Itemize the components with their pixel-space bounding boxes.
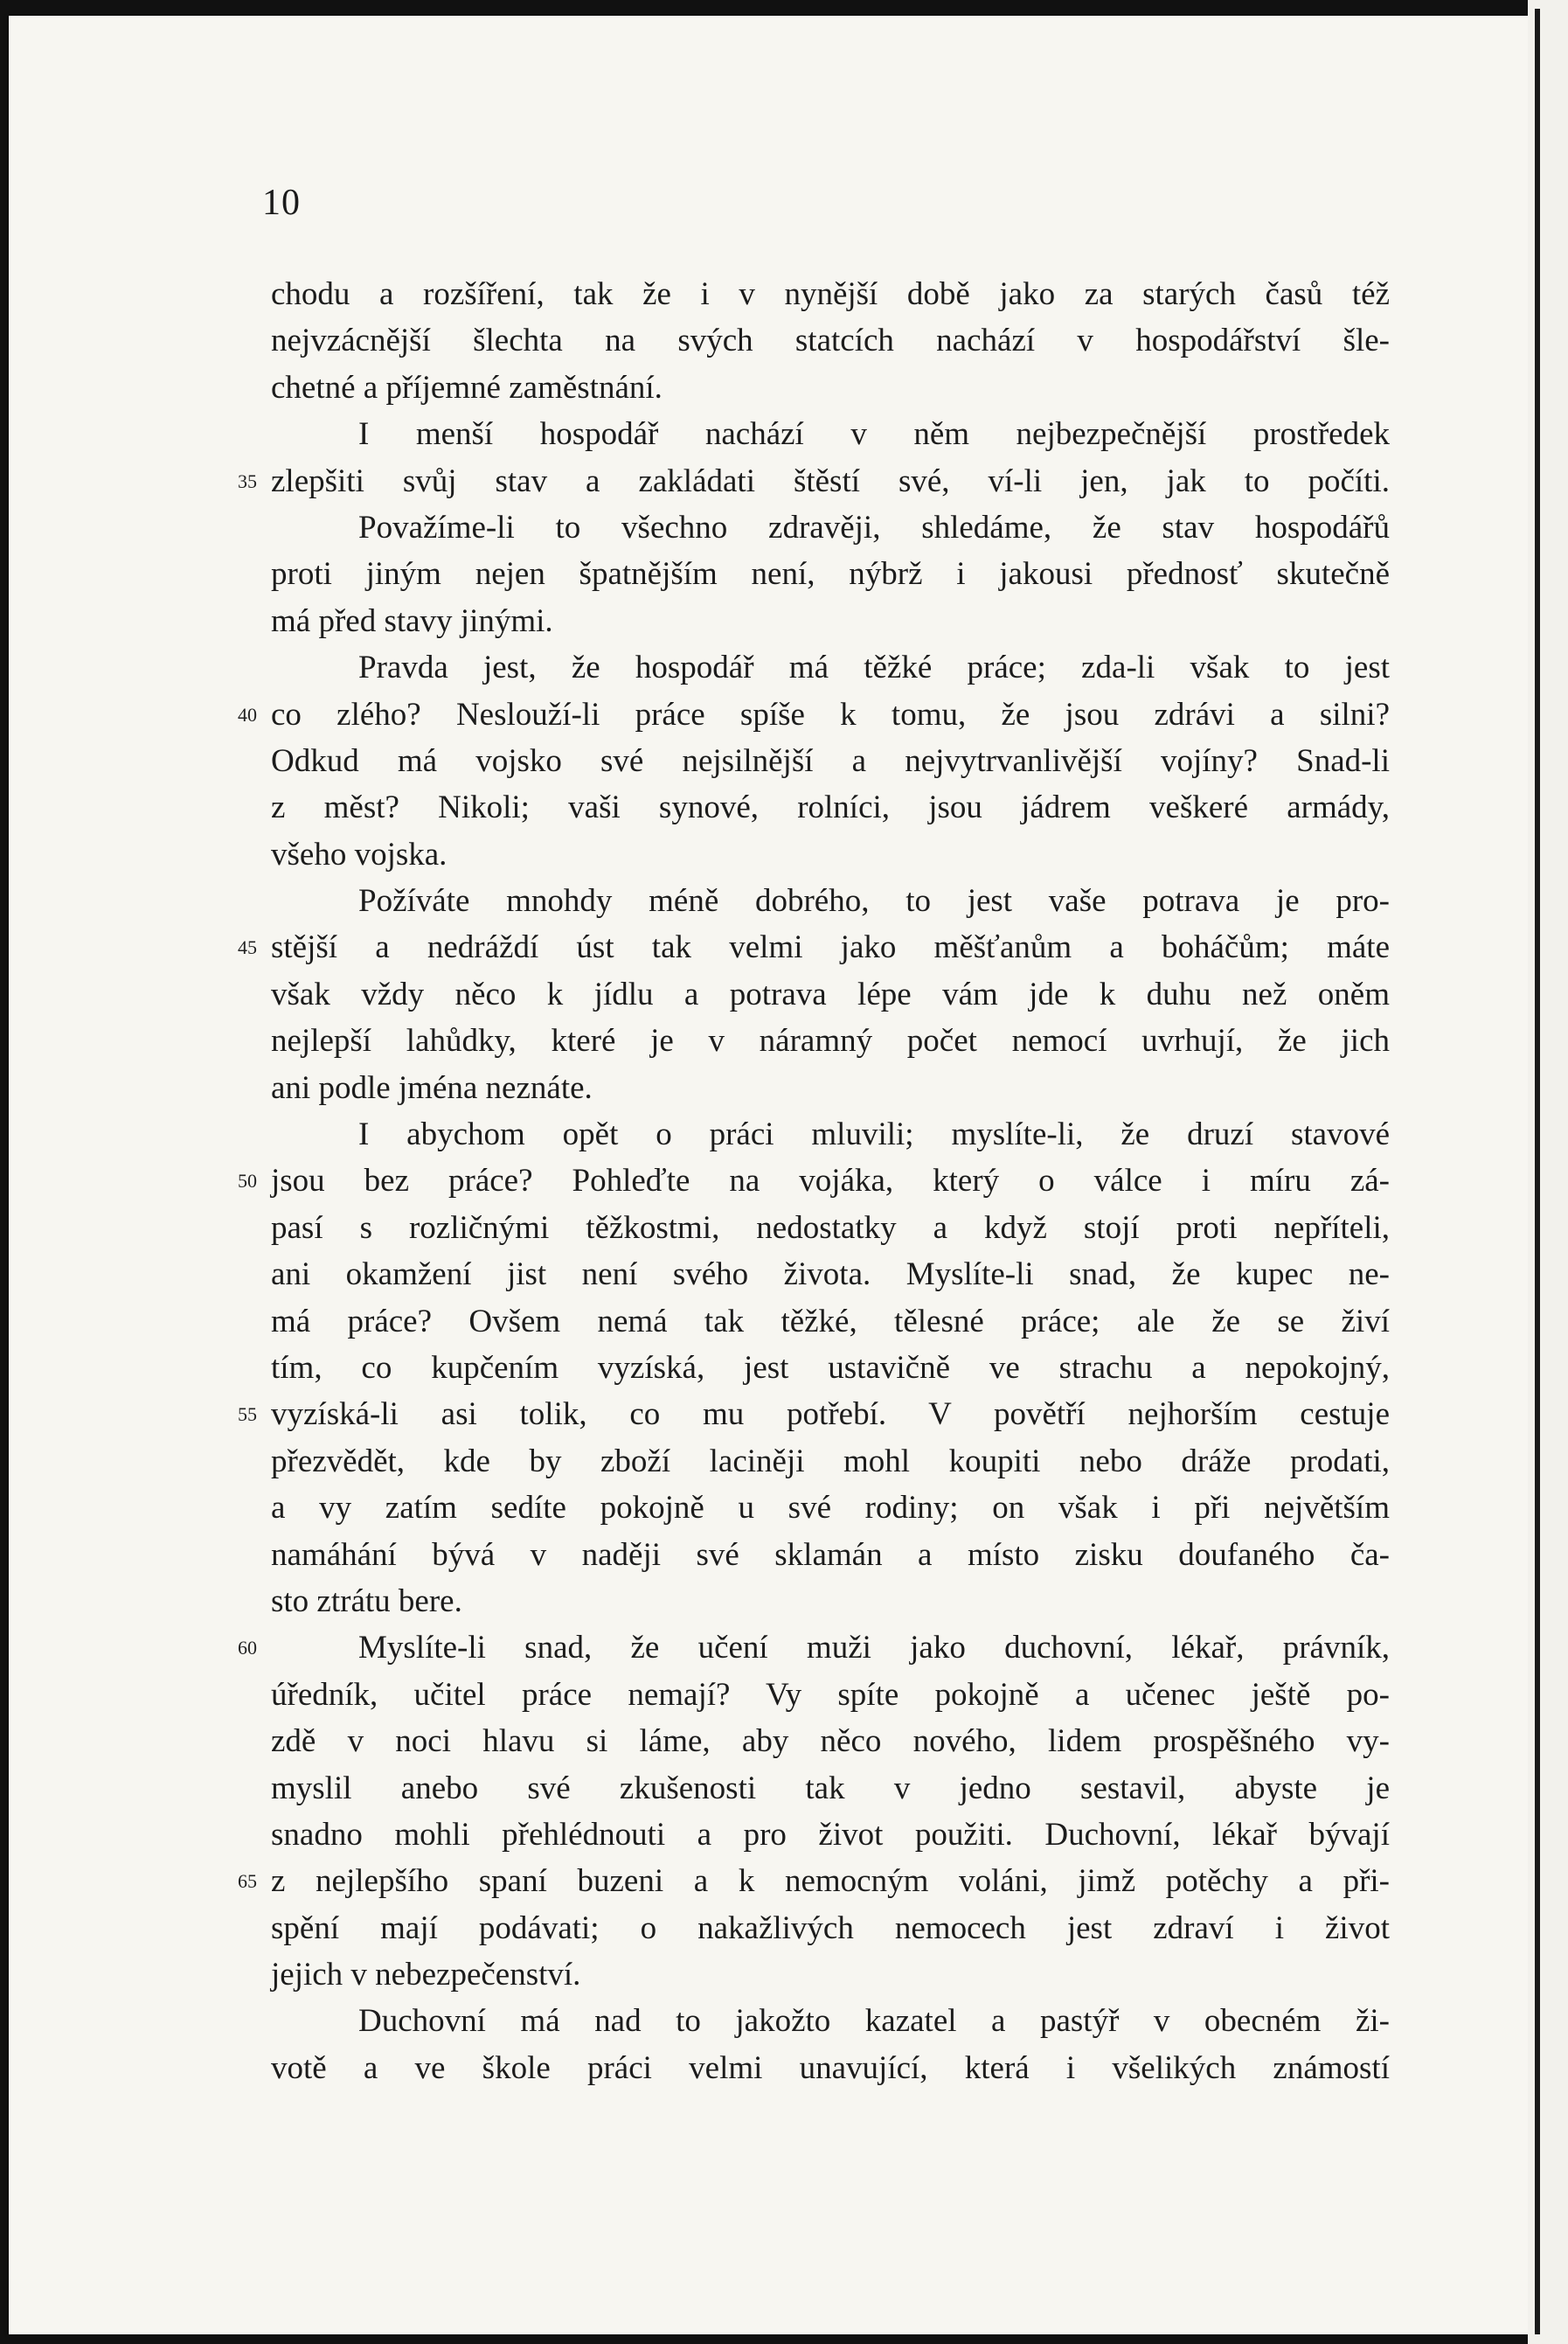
- text-line: nejvzácnější šlechta na svých statcích nachází v hospodářství šle-: [271, 323, 1390, 359]
- line-number: 50: [238, 1170, 257, 1193]
- text-line: úředník, učitel práce nemají? Vy spíte pokojně a učenec ještě po-: [271, 1676, 1390, 1713]
- text-line: Odkud má vojsko své nejsilnější a nejvytrvanlivější vojíny? Snad-li: [271, 742, 1390, 779]
- text-line: zdě v noci hlavu si láme, aby něco nového, lidem prospěšného vy-: [271, 1723, 1390, 1760]
- page-number: 10: [262, 183, 301, 223]
- text-line: Duchovní má nad to jakožto kazatel a pastýř v obecném ži-: [358, 2003, 1390, 2040]
- text-line: Považíme-li to všechno zdravěji, shledáme, že stav hospodářů: [358, 509, 1390, 546]
- scan-edge: [1528, 0, 1568, 2344]
- text-line: I menší hospodář nachází v něm nejbezpečnější prostředek: [358, 416, 1390, 453]
- text-line: ani podle jména neznáte.: [271, 1069, 593, 1106]
- text-line: nejlepší lahůdky, které je v náramný počet nemocí uvrhují, že jich: [271, 1023, 1390, 1060]
- text-line: myslil anebo své zkušenosti tak v jedno sestavil, abyste je: [271, 1770, 1390, 1806]
- text-line: přezvědět, kde by zboží laciněji mohl koupiti nebo dráže prodati,: [271, 1443, 1390, 1479]
- text-line: má před stavy jinými.: [271, 602, 553, 639]
- text-block: [238, 271, 1390, 2091]
- text-line: všeho vojska.: [271, 836, 448, 873]
- scan-edge-rule: [1535, 9, 1540, 2334]
- line-number: 45: [238, 936, 257, 959]
- text-line: má práce? Ovšem nemá tak těžké, tělesné práce; ale že se živí: [271, 1303, 1390, 1339]
- line-number: 35: [238, 469, 257, 492]
- text-line: 60 Myslíte-li snad, že učení muži jako duchovní, lékař, právník,: [271, 1624, 1390, 1671]
- text-line: I abychom opět o práci mluvili; myslíte-li, že druzí stavové: [358, 1116, 1390, 1153]
- line-number: 60: [238, 1637, 257, 1659]
- text-line: 50 jsou bez práce? Pohleďte na vojáka, který o válce i míru zá-: [271, 1158, 1390, 1204]
- text-line: Požíváte mnohdy méně dobrého, to jest vaše potrava je pro-: [358, 883, 1390, 920]
- line-number: 40: [238, 703, 257, 726]
- text-line: snadno mohli přehlédnouti a pro život použiti. Duchovní, lékař bývají: [271, 1816, 1390, 1853]
- text-line: 65 z nejlepšího spaní buzeni a k nemocným voláni, jimž potěchy a při-: [271, 1858, 1390, 1904]
- line-number: 65: [238, 1870, 257, 1893]
- text-line: sto ztrátu bere.: [271, 1582, 462, 1619]
- text-line: tím, co kupčením vyzíská, jest ustavičně ve strachu a nepokojný,: [271, 1349, 1390, 1386]
- text-line: však vždy něco k jídlu a potrava lépe vám jde k duhu než oněm: [271, 976, 1390, 1012]
- text-line: ani okamžení jist není svého života. Myslíte-li snad, že kupec ne-: [271, 1256, 1390, 1293]
- text-line: 55 vyzíská-li asi tolik, co mu potřebí. V povětří nejhorším cestuje: [271, 1391, 1390, 1437]
- text-line: 40 co zlého? Neslouží-li práce spíše k tomu, že jsou zdrávi a silni?: [271, 692, 1390, 738]
- text-line: z měst? Nikoli; vaši synové, rolníci, jsou jádrem veškeré armády,: [271, 789, 1390, 826]
- text-line: namáhání bývá v naději své sklamán a místo zisku doufaného ča-: [271, 1536, 1390, 1573]
- line-number: 55: [238, 1403, 257, 1426]
- text-line: chodu a rozšíření, tak že i v nynější době jako za starých časů též: [271, 276, 1390, 312]
- text-line: votě a ve škole práci velmi unavující, která i všelikých známostí: [271, 2049, 1390, 2086]
- text-line: Pravda jest, že hospodář má těžké práce; zda-li však to jest: [358, 650, 1390, 686]
- text-line: chetné a příjemné zaměstnání.: [271, 369, 663, 406]
- text-line: a vy zatím sedíte pokojně u své rodiny; on však i při největším: [271, 1490, 1390, 1527]
- book-page: [9, 16, 1528, 2334]
- text-line: pasí s rozličnými těžkostmi, nedostatky a když stojí proti nepříteli,: [271, 1209, 1390, 1246]
- text-line: 45 stější a nedráždí úst tak velmi jako měšťanům a boháčům; máte: [271, 924, 1390, 970]
- text-line: spění mají podávati; o nakažlivých nemocech jest zdraví i život: [271, 1909, 1390, 1946]
- text-line: proti jiným nejen špatnějším není, nýbrž i jakousi přednosť skutečně: [271, 556, 1390, 593]
- text-line: jejich v nebezpečenství.: [271, 1957, 581, 1993]
- text-line: 35 zlepšiti svůj stav a zakládati štěstí své, ví-li jen, jak to počíti.: [271, 458, 1390, 504]
